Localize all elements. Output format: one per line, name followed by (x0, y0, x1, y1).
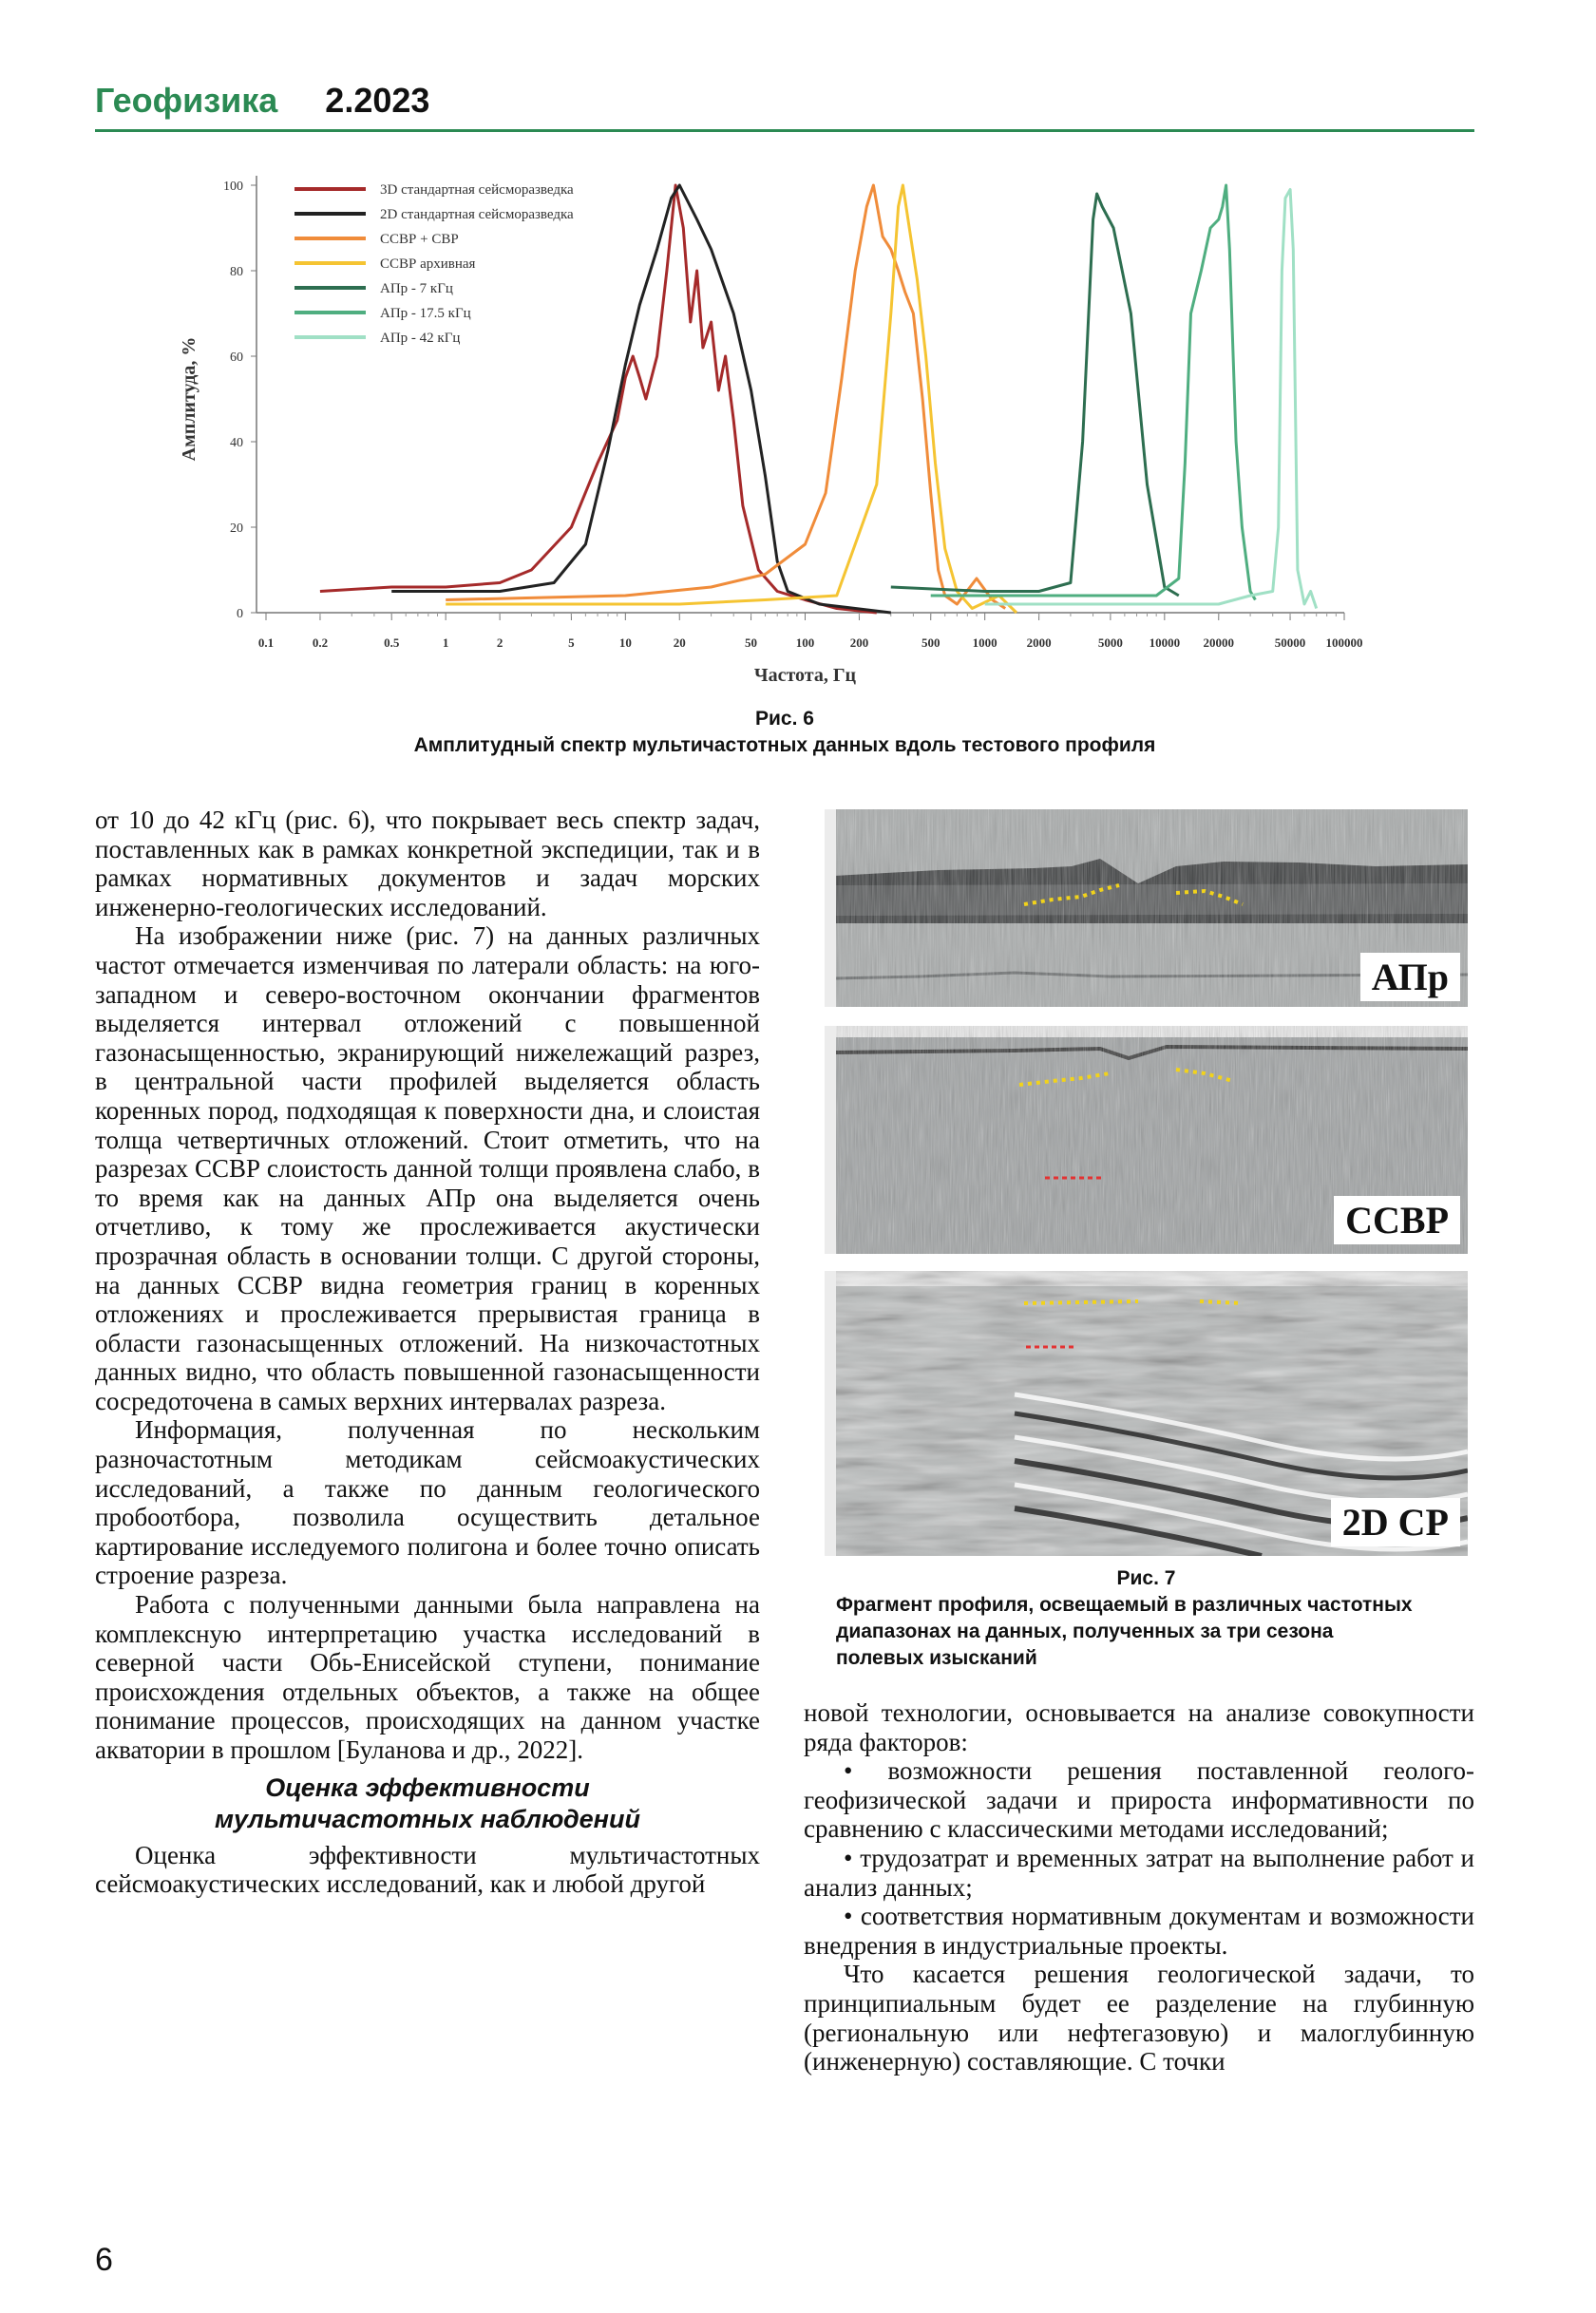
amplitude-spectrum-chart (166, 157, 1373, 689)
bullet-2: • трудозатрат и временных затрат на выполнение работ и анализ данных; (804, 1843, 1474, 1902)
y-tick-label: 0 (237, 607, 243, 621)
x-tick-label: 50 (745, 635, 758, 650)
x-axis-label: Частота, Гц (753, 665, 857, 686)
right-paragraph-1: новой технологии, основывается на анализе совокупности ряда факторов: (804, 1698, 1474, 1756)
left-paragraph-5: Оценка эффективности мультичастотных сейсмоакустических исследований, как и любой другой (95, 1840, 760, 1899)
x-tick-label: 100000 (1325, 635, 1363, 650)
series-line-7 (985, 190, 1317, 609)
x-tick-label: 1 (442, 635, 449, 650)
header-rule (95, 129, 1474, 132)
fig7-caption-line-2: диапазонах на данных, полученных за три сезона (836, 1621, 1334, 1642)
x-tick-label: 5 (568, 635, 575, 650)
x-tick-label: 20 (673, 635, 686, 650)
right-paragraph-2: Что касается решения геологической задачи, то принципиальным будет ее разделение на глубинную (региональную или нефтегазовую) и малоглубинную (инженерную) составляющие. С точки (804, 1960, 1474, 2076)
fig6-title: Рис. 6 (755, 708, 814, 730)
issue-number: 2.2023 (325, 81, 430, 120)
left-column (95, 806, 760, 1899)
x-tick-label: 10 (618, 635, 632, 650)
left-paragraph-1: от 10 до 42 кГц (рис. 6), что покрывает весь спектр задач, поставленных как в рамках конкретной экспедиции, так и в рамках нормативных документов и задач морских инженерно-геологических исследований. (95, 806, 760, 921)
panel-label-ssvr: ССВР (1334, 1196, 1460, 1244)
panel-label-apr: АПр (1360, 953, 1460, 1001)
section-heading-line-2: мультичастотных наблюдений (215, 1804, 640, 1833)
x-tick-label: 200 (849, 635, 869, 650)
x-tick-label: 2 (496, 635, 504, 650)
fig7-title: Рис. 7 (1116, 1567, 1176, 1589)
x-tick-label: 50000 (1274, 635, 1306, 650)
series-line-3 (446, 185, 1005, 609)
seismic-panel-apr (825, 809, 1468, 1007)
section-heading-line-1: Оценка эффективности (265, 1773, 590, 1802)
journal-name: Геофизика (95, 81, 278, 120)
legend-label-6: АПр - 17.5 кГц (380, 306, 471, 321)
x-tick-label: 0.5 (384, 635, 400, 650)
page-number: 6 (95, 2242, 113, 2278)
running-header (95, 81, 429, 121)
panel-label-2d-sr: 2D СР (1331, 1498, 1460, 1546)
series-line-2 (391, 185, 891, 613)
legend-label-7: АПр - 42 кГц (380, 331, 461, 346)
legend-label-2: 2D стандартная сейсморазведка (380, 207, 574, 222)
right-column (804, 1698, 1474, 2076)
legend-label-4: ССВР архивная (380, 256, 476, 272)
fig7-caption-line-3: полевых изысканий (836, 1647, 1037, 1669)
legend-label-5: АПр - 7 кГц (380, 281, 453, 296)
x-tick-label: 100 (795, 635, 815, 650)
left-paragraph-2: На изображении ниже (рис. 7) на данных различных частот отмечается изменчивая по латерали область: на юго-западном и северо-восточном окончании фрагментов выделяется интервал отложений с повышенной газонасыщенностью, экранирующий нижележащий разрез, в центральной части профилей выделяется область коренных пород, подходящая к поверхности дна, и слоистая толща четвертичных отложений. Стоит отметить, что на разрезах ССВР слоистость данной толщи проявлена слабо, в то время как на данных АПр она выделяется очень отчетливо, к тому же прослеживается акустически прозрачная область в основании толщи. С другой стороны, на данных ССВР видна геометрия границ в коренных отложениях и прослеживается прерывистая граница в области газонасыщенных отложений. На низкочастотных данных видно, что область повышенной газонасыщенности сосредоточена в самых верхних интервалах разреза. (95, 921, 760, 1415)
y-tick-label: 80 (230, 265, 243, 279)
bullet-3: • соответствия нормативным документам и возможности внедрения в индустриальные проекты. (804, 1902, 1474, 1960)
y-tick-label: 100 (223, 180, 243, 194)
x-tick-label: 5000 (1097, 635, 1123, 650)
y-tick-label: 20 (230, 521, 243, 536)
seismic-panel-2d-sr (825, 1271, 1468, 1556)
x-tick-label: 20000 (1203, 635, 1235, 650)
bullet-1: • возможности решения поставленной геолого-геофизической задачи и прироста информативности по сравнению с классическими методами исследований; (804, 1756, 1474, 1844)
y-tick-label: 40 (230, 436, 243, 450)
section-heading (95, 1773, 760, 1835)
seismic-panel-ssvr (825, 1026, 1468, 1254)
x-tick-label: 0.1 (257, 635, 275, 650)
fig7-caption (825, 1565, 1468, 1672)
x-tick-label: 10000 (1149, 635, 1181, 650)
x-tick-label: 0.2 (312, 635, 329, 650)
fig7-caption-line-1: Фрагмент профиля, освещаемый в различных частотных (836, 1594, 1413, 1616)
legend-label-3: ССВР + СВР (380, 232, 459, 247)
fig6-caption-text: Амплитудный спектр мультичастотных данных вдоль тестового профиля (413, 734, 1156, 756)
x-tick-label: 500 (921, 635, 940, 650)
left-paragraph-4: Работа с полученными данными была направлена на комплексную интерпретацию участка исследований в северной части Обь-Енисейской ступени, понимание происхождения отдельных объектов, а также на общее понимание процессов, происходящих на данном участке акватории в прошлом [Буланова и др., 2022]. (95, 1590, 760, 1764)
series-line-1 (320, 185, 877, 613)
y-axis-label: Амплитуда, % (179, 336, 200, 462)
fig6-caption (95, 706, 1474, 759)
legend-label-1: 3D стандартная сейсморазведка (380, 182, 574, 198)
left-paragraph-3: Информация, полученная по нескольким разночастотным методикам сейсмоакустических исследований, а также по данным геологического пробоотбора, позволила осуществить детальное картирование исследуемого полигона и более точно описать строение разреза. (95, 1415, 760, 1590)
y-tick-label: 60 (230, 351, 243, 365)
x-tick-label: 1000 (972, 635, 998, 650)
x-tick-label: 2000 (1026, 635, 1052, 650)
